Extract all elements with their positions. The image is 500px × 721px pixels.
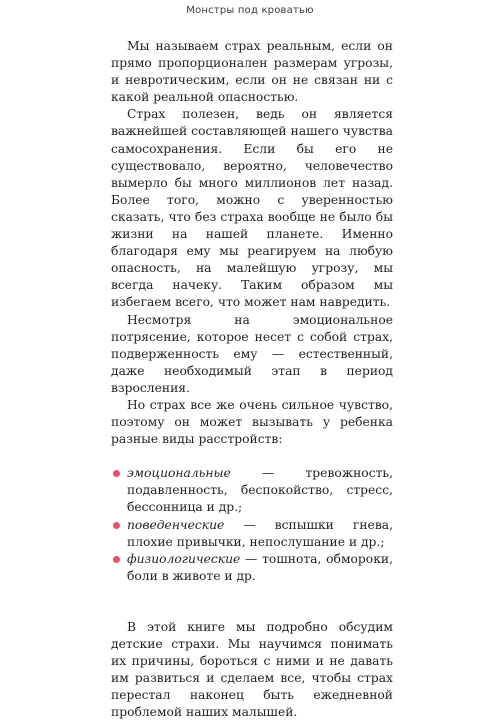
bullet-dot-icon (113, 470, 120, 477)
list-item-physiological (127, 551, 393, 585)
list-term: эмоциональные (127, 466, 231, 481)
list-text: — тошнота, обмороки, боли в животе и др. (127, 551, 393, 583)
list-text: — вспышки гнева, плохие привычки, непослушание и др.; (127, 517, 393, 549)
paragraph-2: Страх полезен, ведь он является важнейшей составляющей нашего чувства самосохранения. Если бы его не существовало, вероятно, человечество вымерло бы много миллионов лет назад. Более того, можно с уверенностью сказать, что без страха вообще не было бы жизни на нашей планете. Именно благодаря ему мы реагируем на любую опасность, на малейшую угрозу, мы всегда начеку. Таким образом мы избегаем всего, что может нам навредить. (111, 107, 393, 310)
paragraph-5: В этой книге мы подробно обсудим детские страхи. Мы научимся понимать их причины, бороться с ними и не давать им развиться и сделаем все, чтобы страх перестал наконец быть ежедневной проблемой наших малышей. (111, 619, 393, 720)
section-gap (111, 602, 393, 619)
running-head: Монстры под кроватью (186, 5, 314, 16)
list-term: физиологические (127, 551, 241, 566)
list-term: поведенческие (127, 517, 225, 532)
list-text: — тревожность, подавленность, беспокойство, стресс, бессонница и др.; (127, 466, 393, 515)
disorder-list (111, 465, 393, 585)
bullet-dot-icon (113, 556, 120, 563)
list-item-behavioral (127, 517, 393, 551)
paragraph-1: Мы называем страх реальным, если он прямо пропорционален размерам угрозы, и невротическим, если он не связан ни с какой реальной опасностью. (111, 39, 393, 105)
paragraph-4: Но страх все же очень сильное чувство, поэтому он может вызывать у ребенка разные виды расстройств: (111, 397, 393, 447)
paragraph-3: Несмотря на эмоциональное потрясение, которое несет с собой страх, подверженность ему — естественный, даже необходимый этап в период взросления. (111, 312, 393, 395)
list-item-emotional (127, 465, 393, 516)
body-text (111, 38, 393, 721)
bullet-dot-icon (113, 522, 120, 529)
